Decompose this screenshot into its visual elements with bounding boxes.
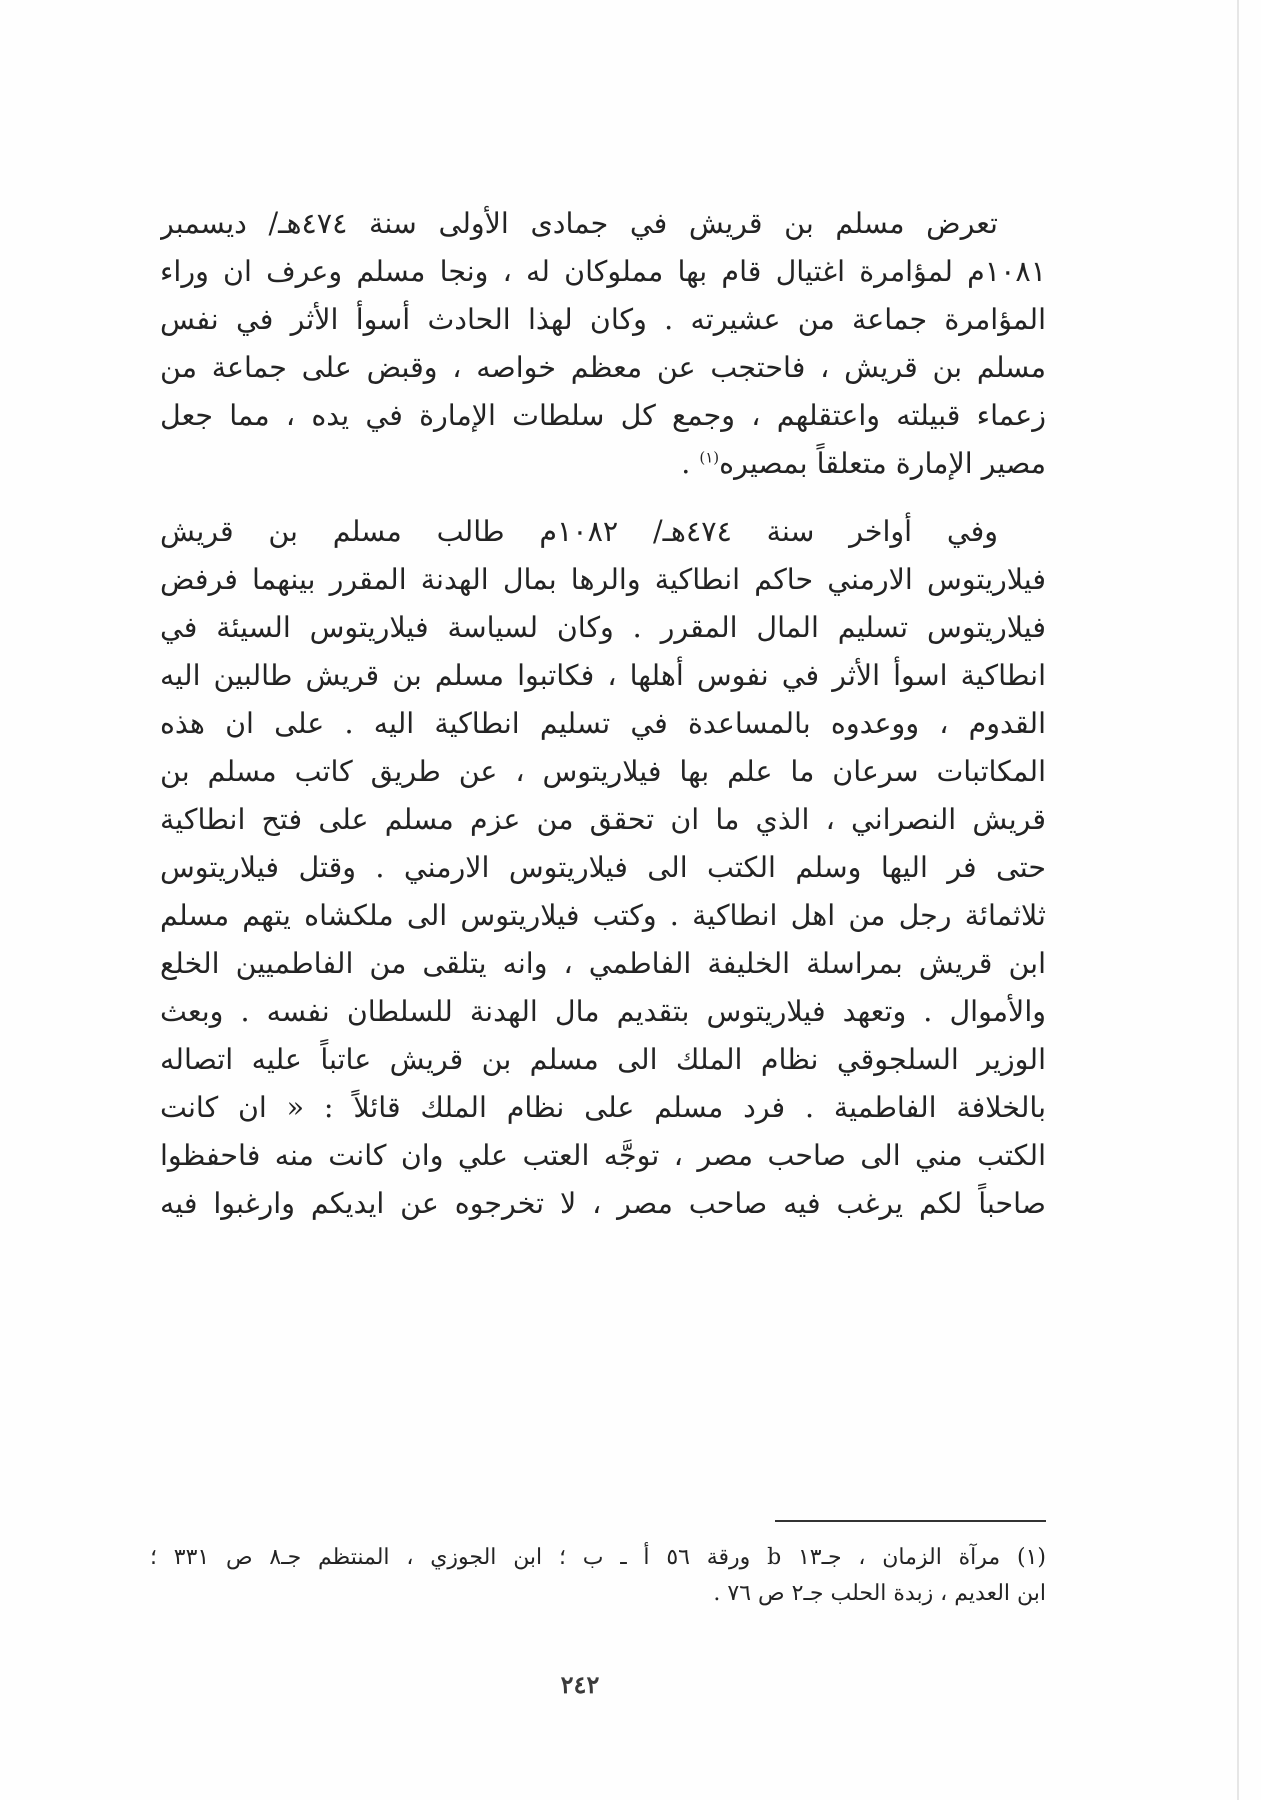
text-line: وفي أواخر سنة ٤٧٤هـ/ ١٠٨٢م طالب مسلم بن قريش	[160, 515, 998, 548]
text-line	[160, 440, 1046, 488]
main-text	[160, 200, 1046, 1228]
sentence-end: .	[681, 447, 700, 480]
footnote-line: (١) مرآة الزمان ، جـ١٣ b ورقة ٥٦ أ ـ ب ؛ ابن الجوزي ، المنتظم جـ٨ ص ٣٣١ ؛	[150, 1545, 1046, 1570]
text-line: صاحباً لكم يرغب فيه صاحب مصر ، لا تخرجوه عن ايديكم وارغبوا فيه	[160, 1187, 1046, 1220]
paragraph-gap	[160, 488, 1046, 508]
text-line: الكتب مني الى صاحب مصر ، توجَّه العتب علي وان كانت منه فاحفظوا	[160, 1139, 1046, 1172]
text-line: ١٠٨١م لمؤامرة اغتيال قام بها مملوكان له ، ونجا مسلم وعرف ان وراء	[160, 255, 1046, 288]
text-line: بالخلافة الفاطمية . فرد مسلم على نظام الملك قائلاً : « ان كانت	[160, 1091, 1046, 1124]
text-line: قريش النصراني ، الذي ما ان تحقق من عزم مسلم على فتح انطاكية	[160, 803, 1046, 836]
page-edge-shadow	[1237, 0, 1239, 1800]
text-line: والأموال . وتعهد فيلاريتوس بتقديم مال الهدنة للسلطان نفسه . وبعث	[160, 995, 1046, 1028]
page-number: ٢٤٢	[560, 1670, 600, 1699]
footnotes	[150, 1540, 1046, 1612]
text-line: زعماء قبيلته واعتقلهم ، وجمع كل سلطات الإمارة في يده ، مما جعل	[160, 399, 1046, 432]
text-line: القدوم ، ووعدوه بالمساعدة في تسليم انطاكية اليه . على ان هذه	[160, 707, 1046, 740]
text-line-content: مصير الإمارة متعلقاً بمصيره	[719, 447, 1046, 480]
text-line: تعرض مسلم بن قريش في جمادى الأولى سنة ٤٧٤هـ/ ديسمبر	[160, 207, 998, 240]
footnote-reference[interactable]: (١)	[699, 448, 720, 467]
text-line: الوزير السلجوقي نظام الملك الى مسلم بن قريش عاتباً عليه اتصاله	[160, 1043, 1046, 1076]
footnote-separator	[775, 1520, 1046, 1522]
text-line: فيلاريتوس تسليم المال المقرر . وكان لسياسة فيلاريتوس السيئة في	[160, 611, 1046, 644]
text-line: انطاكية اسوأ الأثر في نفوس أهلها ، فكاتبوا مسلم بن قريش طالبين اليه	[160, 659, 1046, 692]
text-line: مسلم بن قريش ، فاحتجب عن معظم خواصه ، وقبض على جماعة من	[160, 351, 1046, 384]
text-line: المكاتبات سرعان ما علم بها فيلاريتوس ، عن طريق كاتب مسلم بن	[160, 755, 1046, 788]
text-line: فيلاريتوس الارمني حاكم انطاكية والرها بمال الهدنة المقرر بينهما فرفض	[160, 563, 1046, 596]
text-line: حتى فر اليها وسلم الكتب الى فيلاريتوس الارمني . وقتل فيلاريتوس	[160, 851, 1046, 884]
text-line: ثلاثمائة رجل من اهل انطاكية . وكتب فيلاريتوس الى ملكشاه يتهم مسلم	[160, 899, 1046, 932]
text-line: ابن قريش بمراسلة الخليفة الفاطمي ، وانه يتلقى من الفاطميين الخلع	[160, 947, 1046, 980]
footnote-line: ابن العديم ، زبدة الحلب جـ٢ ص ٧٦ .	[713, 1581, 1046, 1606]
text-line: المؤامرة جماعة من عشيرته . وكان لهذا الحادث أسوأ الأثر في نفس	[160, 303, 1046, 336]
